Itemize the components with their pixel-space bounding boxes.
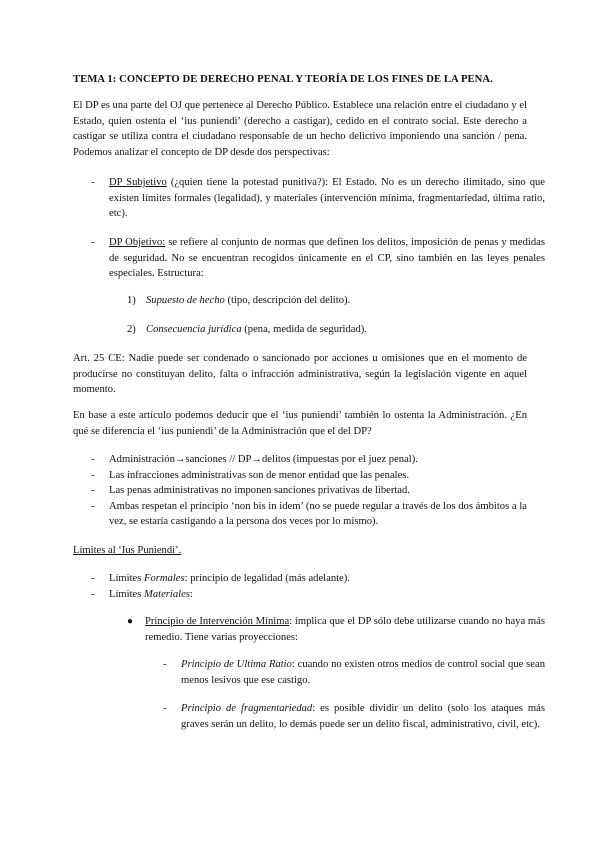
- dash-marker: -: [163, 659, 167, 670]
- limits-heading: Límites al ‘Ius Puniendi’.: [73, 545, 182, 556]
- list-item-text: Ambas respetan el principio ‘non bis in idem’ (no se puede regular a través de los dos ámbitos a la vez, se estaría castigando a la persona dos veces por lo mismo).: [109, 500, 527, 528]
- structure-item-1: [127, 293, 527, 309]
- dash-marker: -: [163, 703, 167, 714]
- limit-term: Materiales: [144, 588, 190, 600]
- principle-term: Principio de Intervención Mínima: [145, 616, 290, 627]
- projection-text: : cuando no existen otros medios de control social que sean menos lesivos que ese castigo.: [181, 659, 546, 686]
- projection-item-2: [163, 701, 545, 732]
- dash-marker: -: [91, 573, 95, 584]
- list-item-text: Las penas administrativas no imponen sanciones privativas de libertad.: [109, 485, 410, 497]
- projection-item-1: [163, 657, 545, 688]
- list-item-text: Administración→sanciones // DP→delitos (impuestas por el juez penal).: [109, 454, 418, 465]
- intro-paragraph: El DP es una parte del OJ que pertenece al Derecho Público. Establece una relación entre el ciudadano y el Estado, quien ostenta el ‘ius puniendi’ (derecho a castigar), cedido en el contrato social. Este derecho a castigar se utiliza contra el ciudadano responsable de un hecho delictivo imponiendo una sanción / pena. Podemos analizar el concepto de DP desde dos perspectivas:: [73, 100, 527, 158]
- list-item: [91, 571, 527, 587]
- limit-term: Formales: [144, 573, 185, 584]
- list-item: [91, 468, 527, 484]
- dash-marker: -: [91, 588, 95, 600]
- structure-text: (pena, medida de seguridad).: [241, 324, 367, 335]
- limit-prefix: Límites: [109, 588, 145, 600]
- principle-intervention-item: [127, 614, 545, 645]
- structure-item-2: [127, 322, 527, 338]
- dash-marker: -: [91, 454, 95, 465]
- limit-prefix: Límites: [109, 573, 145, 584]
- projection-text: : es posible dividir un delito (solo los ataques más graves serán un delito, lo demás puede ser un delito fiscal, administrativo, civil, etc).: [181, 703, 545, 730]
- projection-term: Principio de fragmentariedad: [181, 703, 313, 714]
- dp-subjetivo-term: DP Subjetivo: [109, 177, 167, 188]
- limits-list: [91, 571, 527, 602]
- principle-text: : implica que el DP sólo debe utilizarse cuando no haya más remedio. Tiene varias proyecciones:: [145, 616, 545, 643]
- list-item: [91, 452, 527, 468]
- structure-number: 1): [127, 295, 136, 306]
- limit-text: :: [189, 588, 193, 600]
- article-25-paragraph: Art. 25 CE: Nadie puede ser condenado o sancionado por acciones u omisiones que en el momento de producirse no constituyan delito, falta o infracción administrativa, según la legislación vigente en aquel momento.: [73, 353, 527, 396]
- dash-marker: -: [91, 500, 95, 512]
- dp-objetivo-term: DP Objetivo:: [109, 237, 166, 248]
- dash-marker: -: [91, 237, 95, 248]
- dash-marker: -: [91, 469, 95, 481]
- doc-title: TEMA 1: CONCEPTO DE DERECHO PENAL Y TEORÍA DE LOS FINES DE LA PENA.: [73, 74, 493, 85]
- dp-subjetivo-text: (¿quien tiene la potestad punitiva?): El Estado. No es un derecho ilimitado, sino que existen límites formales (legalidad), y materiales (intervención mínima, fragmentariedad, última ratio, etc).: [109, 177, 545, 220]
- list-item: [91, 587, 527, 603]
- differences-list: [91, 452, 527, 530]
- list-item-text: Las infracciones administrativas son de menor entidad que las penales.: [109, 469, 410, 481]
- structure-term: Supuesto de hecho: [146, 295, 225, 306]
- structure-text: (tipo, descripción del delito).: [224, 295, 351, 306]
- dash-marker: -: [91, 177, 95, 188]
- dash-marker: -: [91, 485, 95, 497]
- limit-text: : principio de legalidad (más adelante).: [184, 573, 350, 584]
- dp-objetivo-item: [91, 235, 545, 282]
- structure-number: 2): [127, 324, 136, 335]
- projection-term: Principio de Ultima Ratio: [181, 659, 292, 670]
- dp-subjetivo-item: [91, 175, 545, 222]
- question-paragraph: En base a este artículo podemos deducir que el ‘ius puniendi’ también lo ostenta la Administración. ¿En qué se diferencia el ‘ius puniendi’ de la Administración que el del DP?: [73, 410, 527, 437]
- list-item: [91, 483, 527, 499]
- list-item: [91, 499, 527, 530]
- bullet-icon: ●: [127, 616, 134, 627]
- dp-objetivo-text: se refiere al conjunto de normas que definen los delitos, imposición de penas y medidas de seguridad. No se encuentran recogidos únicamente en el CP, sino también en las leyes penales especiales. Estructura:: [109, 237, 545, 280]
- structure-term: Consecuencia jurídica: [146, 324, 242, 335]
